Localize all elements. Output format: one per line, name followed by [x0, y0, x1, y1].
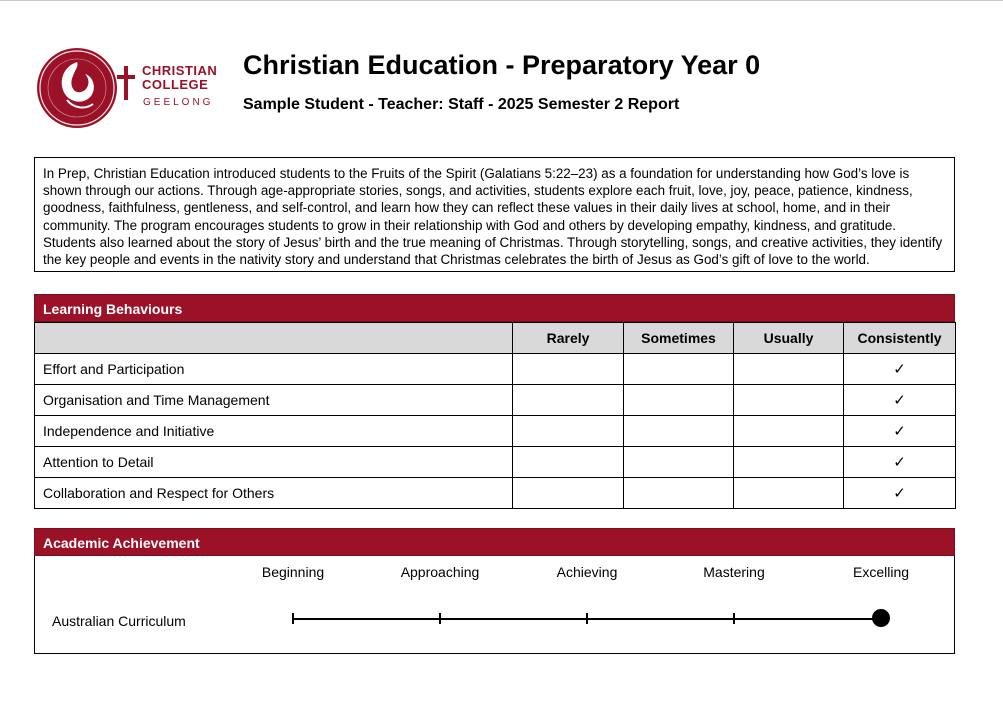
- report-title: Christian Education - Preparatory Year 0: [243, 50, 761, 80]
- scale-tick: [292, 613, 294, 624]
- rating-cell: [734, 354, 844, 385]
- rating-cell-checkmark: ✓: [844, 478, 956, 509]
- column-header: Consistently: [844, 323, 956, 354]
- behaviour-label: Attention to Detail: [35, 447, 513, 478]
- scale-label-approaching: Approaching: [400, 564, 480, 580]
- table-header-row: [35, 323, 956, 354]
- top-border: [0, 0, 1003, 1]
- curriculum-label: Australian Curriculum: [52, 613, 186, 629]
- report-subtitle: Sample Student - Teacher: Staff - 2025 Semester 2 Report: [243, 96, 680, 113]
- column-header: Rarely: [513, 323, 624, 354]
- achievement-scale-panel: [34, 556, 955, 654]
- rating-cell: [734, 385, 844, 416]
- rating-cell: [734, 447, 844, 478]
- cross-icon: [117, 66, 135, 100]
- college-name-line1: CHRISTIAN: [142, 63, 218, 78]
- rating-cell: [624, 478, 734, 509]
- rating-cell: [513, 478, 624, 509]
- table-row: [35, 478, 956, 509]
- behaviour-label: Effort and Participation: [35, 354, 513, 385]
- scale-tick: [586, 613, 588, 624]
- rating-cell: [624, 447, 734, 478]
- scale-label-mastering: Mastering: [703, 564, 765, 580]
- rating-cell: [734, 478, 844, 509]
- learning-behaviours-section: [34, 294, 955, 509]
- rating-cell-checkmark: ✓: [844, 385, 956, 416]
- rating-cell-checkmark: ✓: [844, 447, 956, 478]
- rating-cell: [513, 416, 624, 447]
- column-header: Sometimes: [624, 323, 734, 354]
- learning-behaviours-heading: Learning Behaviours: [34, 294, 955, 322]
- rating-cell: [624, 416, 734, 447]
- college-name: [142, 64, 217, 92]
- column-header: Usually: [734, 323, 844, 354]
- table-row: [35, 416, 956, 447]
- achievement-marker: [872, 609, 890, 627]
- table-row: [35, 385, 956, 416]
- scale-label-beginning: Beginning: [261, 564, 325, 580]
- table-row: [35, 354, 956, 385]
- academic-achievement-heading: Academic Achievement: [34, 528, 955, 556]
- college-crest: [37, 48, 117, 128]
- crest-icon: [37, 48, 117, 128]
- rating-cell: [624, 385, 734, 416]
- rating-cell: [734, 416, 844, 447]
- behaviour-label: Organisation and Time Management: [35, 385, 513, 416]
- scale-label-excelling: Excelling: [852, 564, 910, 580]
- learning-behaviours-table: [34, 322, 956, 509]
- behaviour-label: Collaboration and Respect for Others: [35, 478, 513, 509]
- description-text: In Prep, Christian Education introduced students to the Fruits of the Spirit (Galatians 5:22–23) as a foundation for understanding how God’s love is shown through our actions. Through age-appropriate stories, songs, and activities, students explore each fruit, love, joy, peace, patience, kindness, goodness, faithfulness, gentleness, and self-control, and learn how they can reflect these values in their daily lives at school, home, and in their community. The program encourages students to grow in their relationship with God and others by developing empathy, kindness, and gratitude. Students also learned about the story of Jesus’ birth and the true meaning of Christmas. Through storytelling, songs, and creative activities, they identify the key people and events in the nativity story and understand that Christmas celebrates the birth of Jesus as God’s gift of love to the world.: [43, 166, 943, 268]
- academic-achievement-section: [34, 528, 955, 654]
- rating-cell: [513, 354, 624, 385]
- table-header-blank: [35, 323, 513, 354]
- college-logo: [37, 46, 227, 130]
- college-name-line2: COLLEGE: [142, 77, 209, 92]
- scale-label-achieving: Achieving: [556, 564, 618, 580]
- college-location: GEELONG: [143, 97, 214, 108]
- rating-cell: [624, 354, 734, 385]
- subject-description: [34, 157, 955, 272]
- rating-cell: [513, 385, 624, 416]
- scale-tick: [733, 613, 735, 624]
- rating-cell: [513, 447, 624, 478]
- rating-cell-checkmark: ✓: [844, 354, 956, 385]
- table-row: [35, 447, 956, 478]
- rating-cell-checkmark: ✓: [844, 416, 956, 447]
- behaviour-label: Independence and Initiative: [35, 416, 513, 447]
- scale-tick: [439, 613, 441, 624]
